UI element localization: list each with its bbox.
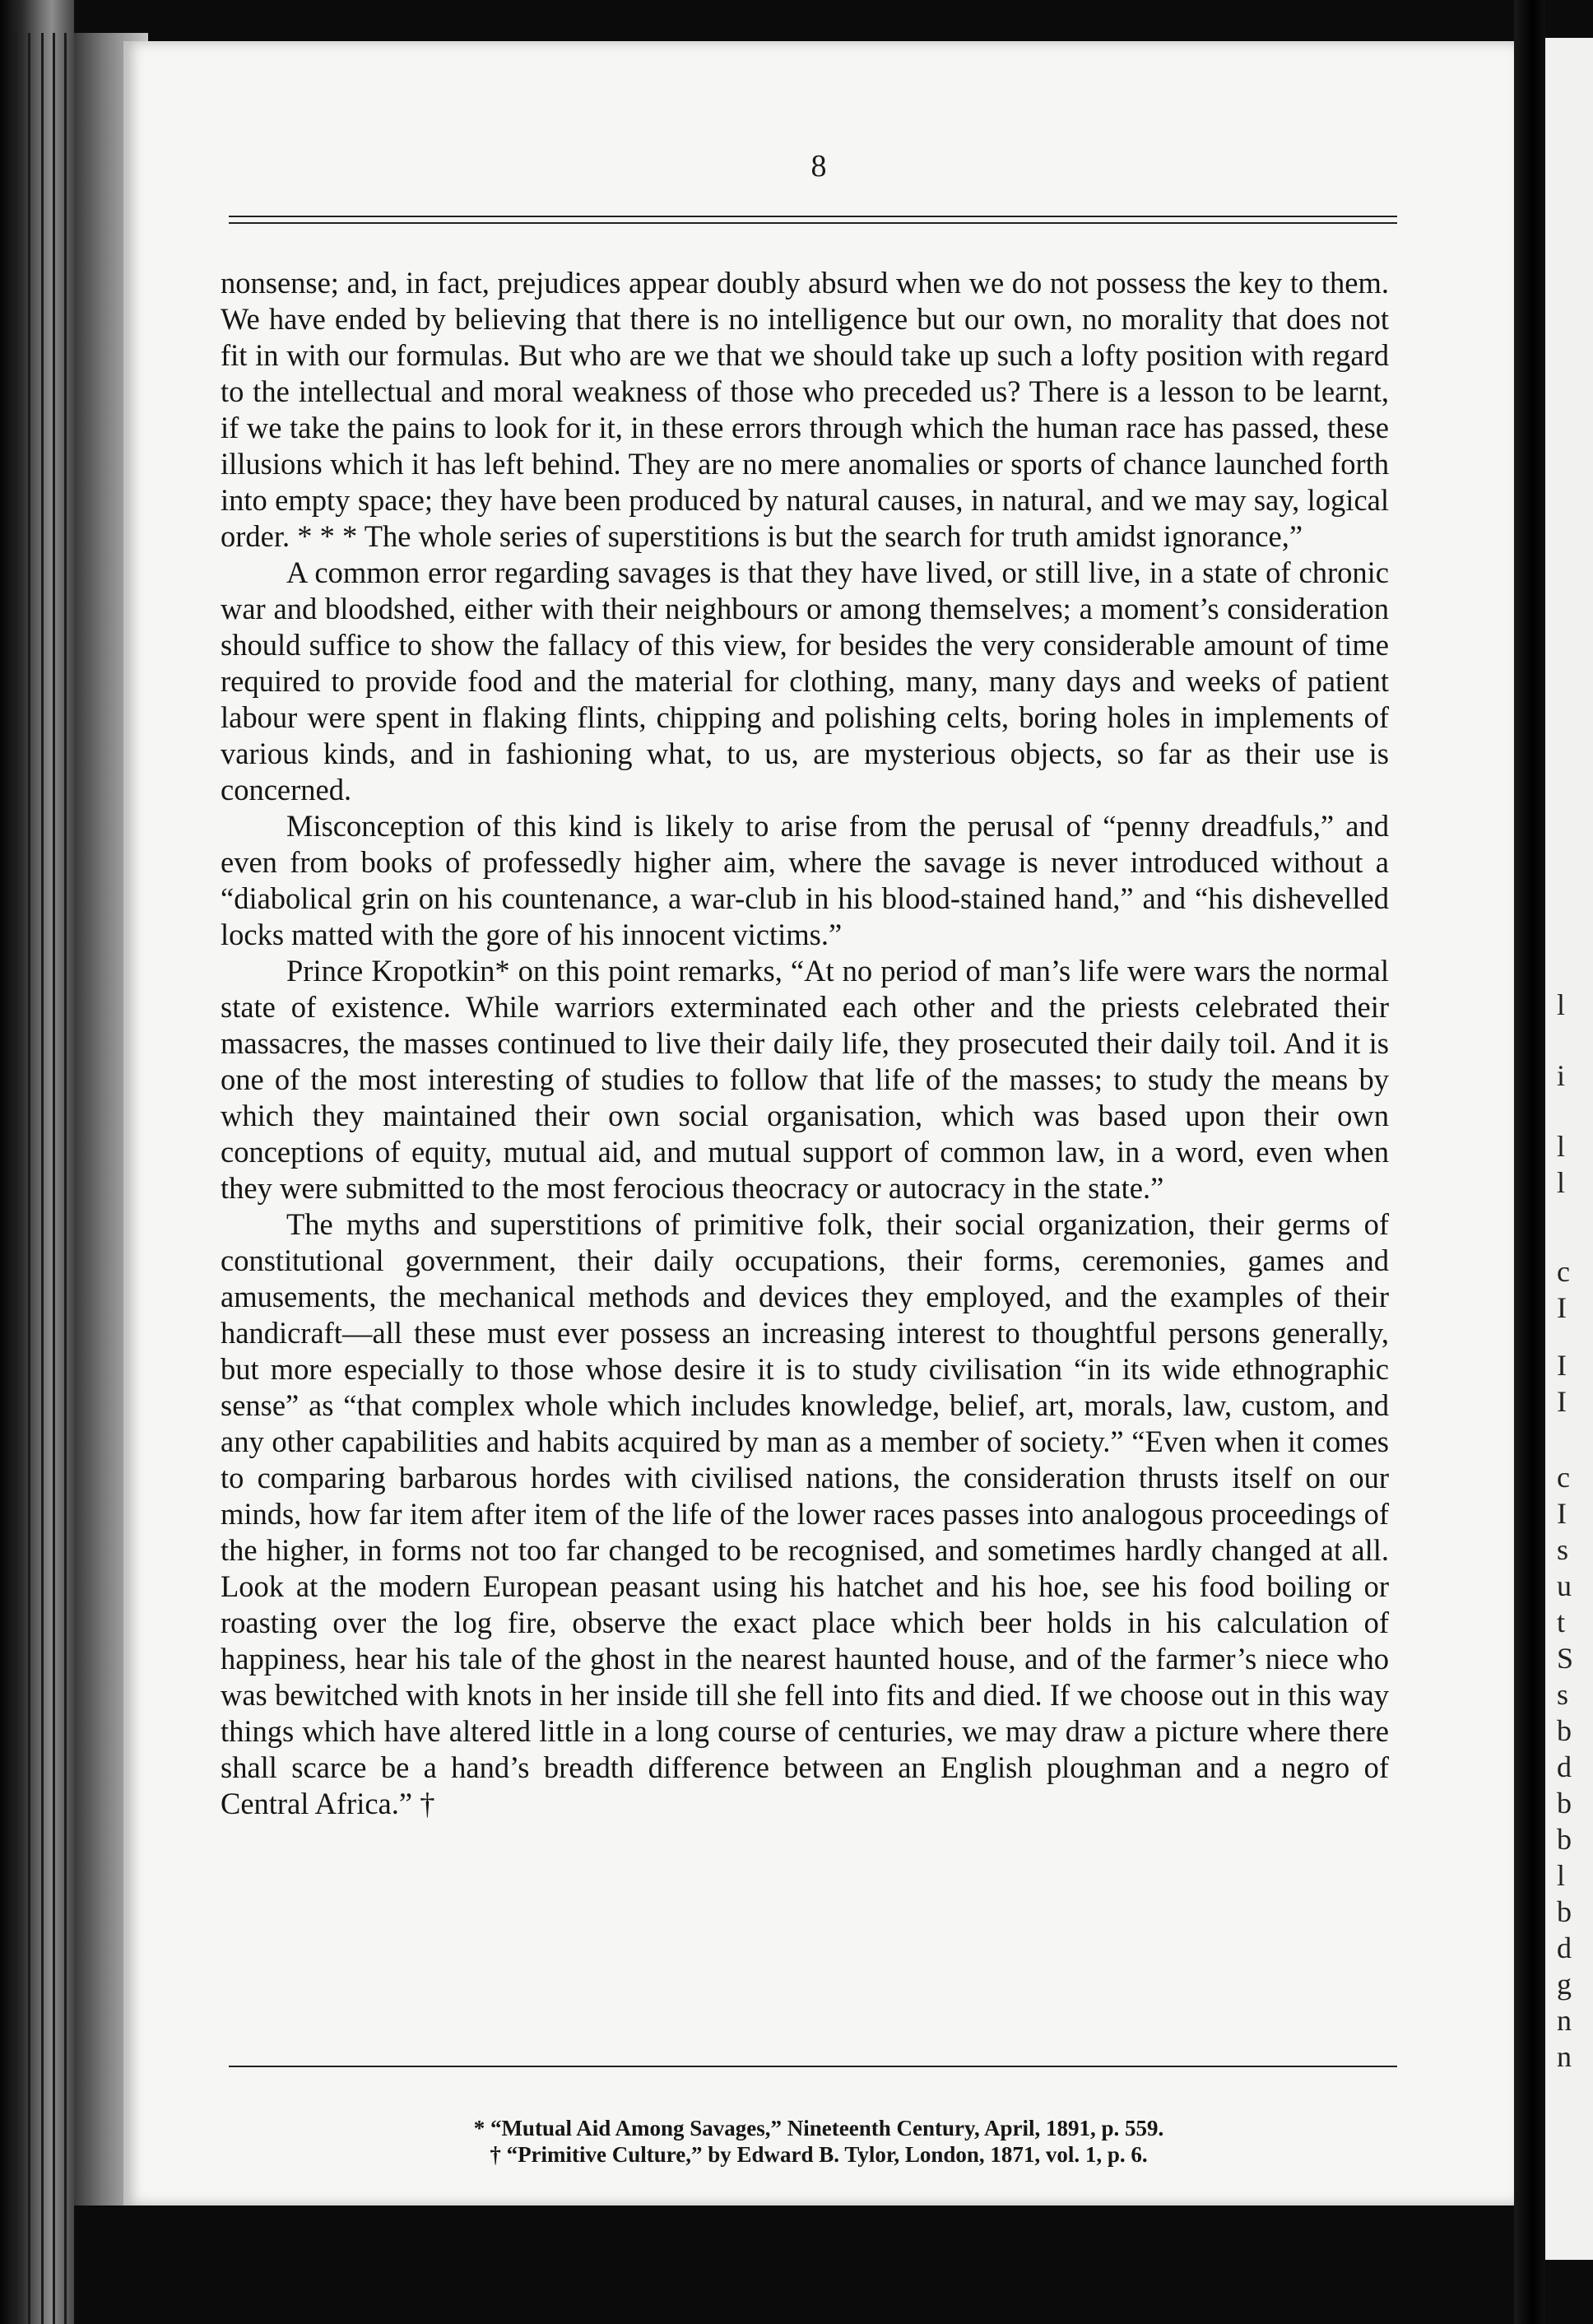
margin-glyph: I xyxy=(1557,1291,1567,1324)
margin-glyph: b xyxy=(1557,1823,1572,1856)
footnote-rule xyxy=(229,2066,1397,2067)
margin-glyph: b xyxy=(1557,1714,1572,1747)
header-rule-top xyxy=(229,216,1397,217)
paragraph: The myths and superstitions of primitive folk, their social organization, their germs of constitutional government, their daily occupations, their forms, ceremonies, games and amusements, the mechanical methods and devices they employed, and the examples of their handicraft—all these must ever possess an increasing interest to thoughtful persons generally, but more especially to those whose desire it is to study civilisation “in its wide ethnographic sense” as “that complex whole which includes knowledge, belief, art, morals, law, custom, and any other capabilities and habits acquired by man as a member of society.” “Even when it comes to comparing barbarous hordes with civilised nations, the consideration thrusts itself on our minds, how far item after item of the life of the lower races passes into analogous proceedings of the higher, in forms not too far changed to be recognised, and sometimes hardly changed at all. Look at the modern European peasant using his hatchet and his hoe, see his food boiling or roasting over the log fire, observe the exact place which beer holds in his calculation of happiness, hear his tale of the ghost in the nearest haunted house, and of the farmer’s niece who was bewitched with knots in her inside till she fell into fits and died. If we choose out in this way things which have altered little in a long course of centuries, we may draw a picture where there shall scarce be a hand’s breadth difference between an English ploughman and a negro of Central Africa.” † xyxy=(221,1207,1389,1820)
page-gutter xyxy=(1514,0,1545,2324)
margin-glyph: b xyxy=(1557,1787,1572,1820)
scanned-page xyxy=(123,41,1514,2205)
margin-glyph: u xyxy=(1557,1569,1572,1602)
margin-glyph: g xyxy=(1557,1968,1572,2001)
margin-glyph: c xyxy=(1557,1461,1570,1494)
margin-glyph: l xyxy=(1557,988,1566,1021)
margin-glyph: l xyxy=(1557,1166,1566,1199)
paragraph: Prince Kropotkin* on this point remarks, “At no period of man’s life were wars the normal state of existence. While warriors exterminated each other and the priests celebrated their massacres, the masses continued to live their daily life, they prosecuted their daily toil. And it is one of the most interesting of studies to follow that life of the masses; to study the means by which they maintained their own social organisation, which was based upon their own conceptions of equity, mutual aid, and mutual support of common law, in a word, even when they were submitted to the most ferocious theocracy or autocracy in the state.” xyxy=(221,954,1389,1205)
paragraph: A common error regarding savages is that they have lived, or still live, in a state of chronic war and bloodshed, either with their neighbours or among themselves; a moment’s consideration should suffice to show the fallacy of this view, for besides the very considerable amount of time required to provide food and the material for clothing, many, many days and weeks of patient labour were spent in flaking flints, chipping and polishing celts, boring holes in implements of various kinds, and in fashioning what, to us, are mysterious objects, so far as their use is concerned. xyxy=(221,555,1389,806)
margin-glyph: i xyxy=(1557,1059,1566,1092)
book-spine-edge xyxy=(0,0,74,2324)
margin-glyph: l xyxy=(1557,1130,1566,1163)
margin-glyph: t xyxy=(1557,1606,1566,1638)
body-text xyxy=(221,265,1389,1822)
margin-glyph: n xyxy=(1557,2040,1572,2073)
margin-glyph: n xyxy=(1557,2004,1572,2037)
margin-glyph: c xyxy=(1557,1255,1570,1288)
margin-glyph: d xyxy=(1557,1931,1572,1964)
margin-glyph: S xyxy=(1557,1642,1574,1675)
paragraph: Misconception of this kind is likely to arise from the perusal of “penny dreadfuls,” and even from books of professedly higher aim, where the savage is never introduced without a “diabolical grin on his countenance, a war-club in his blood-stained hand,” and “his dishevelled locks matted with the gore of his innocent victims.” xyxy=(221,809,1389,951)
margin-glyph: I xyxy=(1557,1385,1567,1418)
margin-glyph: s xyxy=(1557,1678,1569,1711)
footnote: * “Mutual Aid Among Savages,” Nineteenth Century, April, 1891, p. 559. xyxy=(473,2116,1164,2140)
margin-glyph: I xyxy=(1557,1349,1567,1382)
margin-glyph: I xyxy=(1557,1497,1567,1530)
margin-glyph: s xyxy=(1557,1533,1569,1566)
footnotes xyxy=(123,2115,1514,2168)
margin-glyph: b xyxy=(1557,1895,1572,1928)
footnote: † “Primitive Culture,” by Edward B. Tylor, London, 1871, vol. 1, p. 6. xyxy=(490,2142,1148,2167)
margin-glyph: l xyxy=(1557,1859,1566,1892)
page-number: 8 xyxy=(810,149,827,184)
margin-glyph: d xyxy=(1557,1750,1572,1783)
header-rule-bottom xyxy=(229,222,1397,224)
facing-page-edge xyxy=(1545,38,1593,2260)
paragraph: nonsense; and, in fact, prejudices appear doubly absurd when we do not possess the key to them. We have ended by believing that there is no intelligence but our own, no morality that does not fit in with our formulas. But who are we that we should take up such a lofty position with regard to the intellectual and moral weakness of those who preceded us? There is a lesson to be learnt, if we take the pains to look for it, in these errors through which the human race has passed, these illusions which it has left behind. They are no mere anomalies or sports of chance launched forth into empty space; they have been produced by natural causes, in natural, and we may say, logical order. * * * The whole series of superstitions is but the search for truth amidst ignorance,” xyxy=(221,266,1389,553)
